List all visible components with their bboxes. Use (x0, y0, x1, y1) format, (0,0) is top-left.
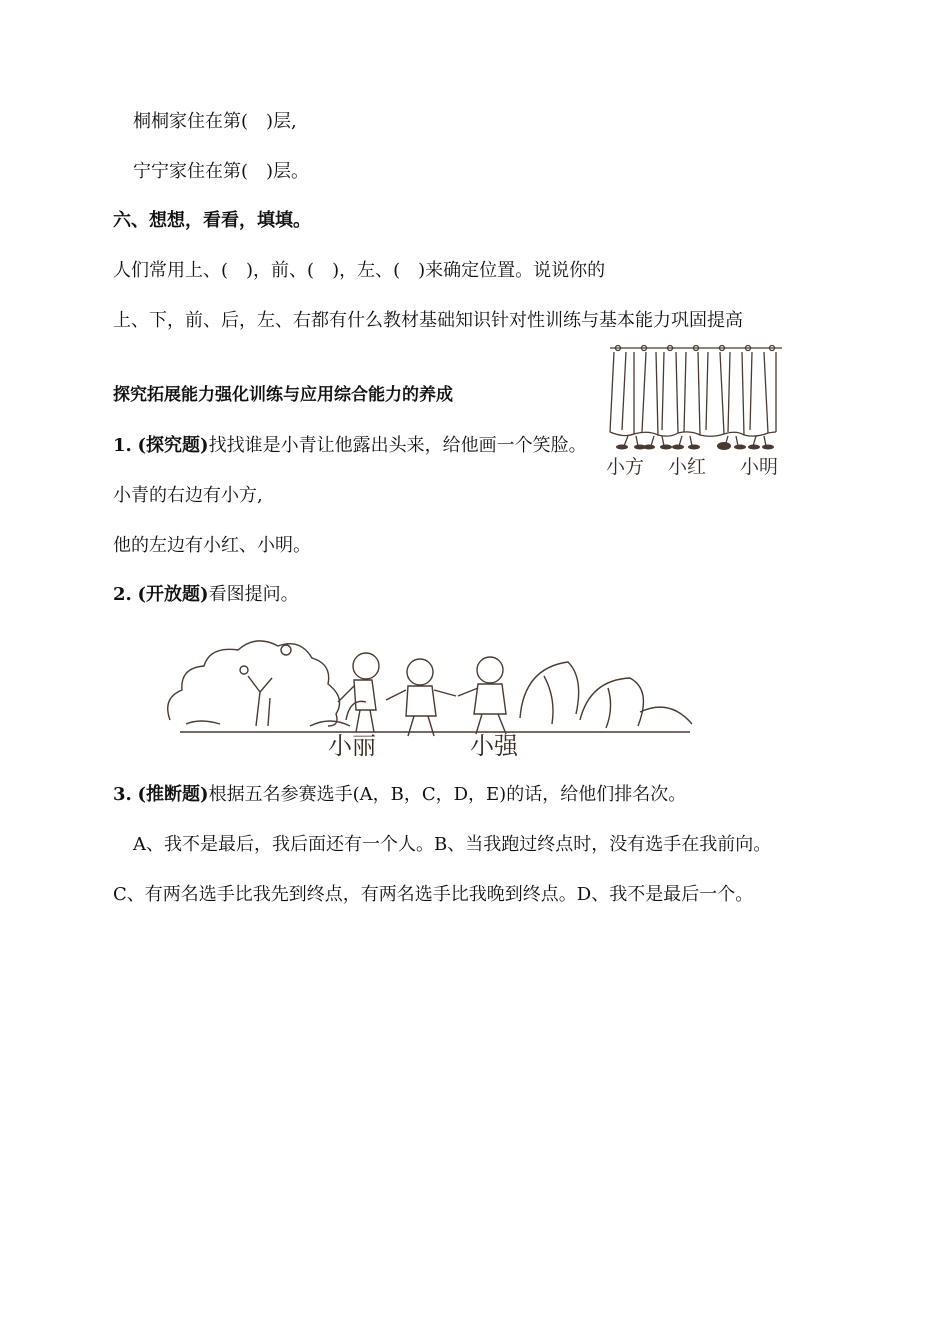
textbook-line: 上、下，前、后，左、右都有什么教材基础知识针对性训练与基本能力巩固提高 (113, 310, 743, 331)
curtain-label-xiaoming: 小明 (740, 456, 779, 478)
question-1-clue-1: 小青的右边有小方, (113, 485, 263, 506)
question-1-clue-2: 他的左边有小红、小明。 (113, 535, 311, 556)
children-trees-figure (160, 628, 700, 760)
question-1: 1. (探究题)找找谁是小青让他露出头来，给他画一个笑脸。 (113, 435, 587, 456)
curtain-label-xiaofang: 小方 (606, 456, 645, 478)
figure-label-xiaoli: 小丽 (328, 732, 376, 760)
question-3-statement-ab: A、我不是最后，我后面还有一个人。B、当我跑过终点时，没有选手在我前向。 (133, 834, 772, 855)
floor-question-tongtong: 桐桐家住在第( )层, (133, 111, 297, 132)
question-2: 2. (开放题)看图提问。 (113, 584, 299, 605)
curtain-figure (604, 340, 794, 480)
floor-question-ningning: 宁宁家住在第( )层。 (133, 161, 310, 182)
curtain-label-xiaohong: 小红 (668, 456, 707, 478)
question-3: 3. (推断题)根据五名参赛选手(A，B，C，D，E)的话，给他们排名次。 (113, 784, 687, 805)
question-3-statement-cd: C、有两名选手比我先到终点，有两名选手比我晚到终点。D、我不是最后一个。 (113, 884, 754, 905)
extension-heading: 探究拓展能力强化训练与应用综合能力的养成 (113, 385, 453, 405)
position-words-line: 人们常用上、( )，前、( )，左、( )来确定位置。说说你的 (113, 260, 606, 281)
section-six-heading: 六、想想，看看，填填。 (113, 210, 311, 231)
figure-label-xiaoqiang: 小强 (470, 732, 518, 760)
